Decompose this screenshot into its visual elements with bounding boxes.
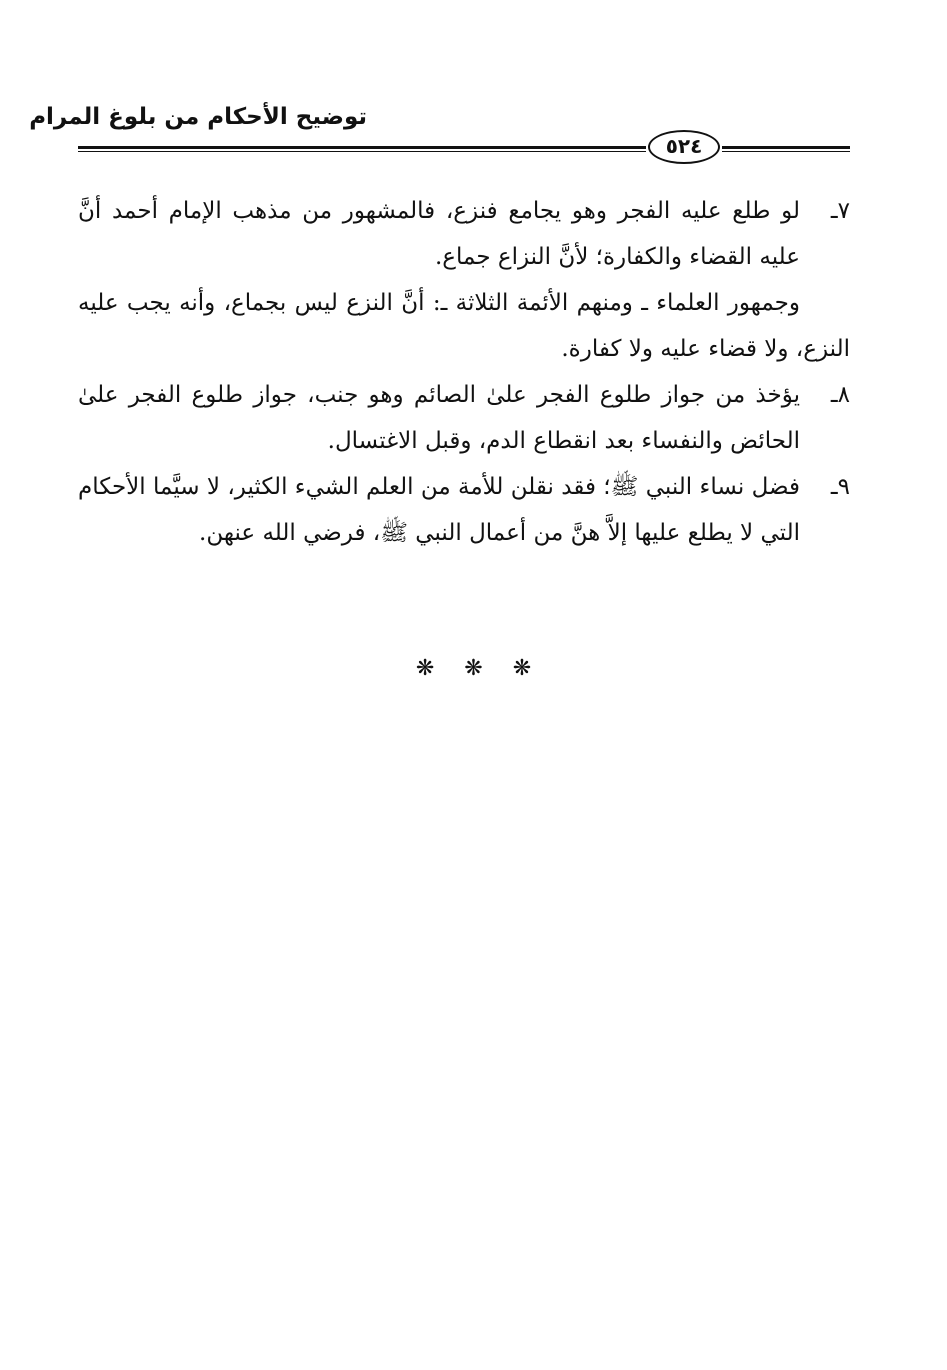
- header-rule-left: [78, 146, 646, 152]
- paragraph-number: ٩ـ: [830, 474, 850, 500]
- paragraph-9: [78, 464, 850, 556]
- paragraph-number: ٧ـ: [830, 198, 850, 224]
- main-text: [78, 188, 850, 556]
- paragraph-8: [78, 372, 850, 464]
- paragraph-text: وجمهور العلماء ـ ومنهم الأئمة الثلاثة ـ: أنَّ النزع ليس بجماع، وأنه يجب عليه النزع، ولا قضاء عليه ولا كفارة.: [78, 290, 850, 362]
- section-separator-stars: ❋❋❋: [415, 656, 562, 681]
- paragraph-text: فضل نساء النبي ﷺ؛ فقد نقلن للأمة من العلم الشيء الكثير، لا سيَّما الأحكام التي لا يطلع عليها إلاَّ هنَّ من أعمال النبي ﷺ، فرضي الله عنهن.: [78, 474, 800, 546]
- paragraph-majority-view: [78, 280, 850, 372]
- paragraph-text: يؤخذ من جواز طلوع الفجر علىٰ الصائم وهو جنب، جواز طلوع الفجر علىٰ الحائض والنفساء بعد انقطاع الدم، وقبل الاغتسال.: [78, 382, 800, 454]
- paragraph-number: ٨ـ: [830, 382, 850, 408]
- header-rule-right: [722, 146, 850, 152]
- paragraph-7: [78, 188, 850, 280]
- paragraph-text: لو طلع عليه الفجر وهو يجامع فنزع، فالمشهور من مذهب الإمام أحمد أنَّ عليه القضاء والكفارة؛ لأنَّ النزاع جماع.: [78, 198, 800, 270]
- page-number: ٥٢٤: [648, 130, 720, 164]
- running-header-title: توضيح الأحكام من بلوغ المرام: [29, 104, 367, 130]
